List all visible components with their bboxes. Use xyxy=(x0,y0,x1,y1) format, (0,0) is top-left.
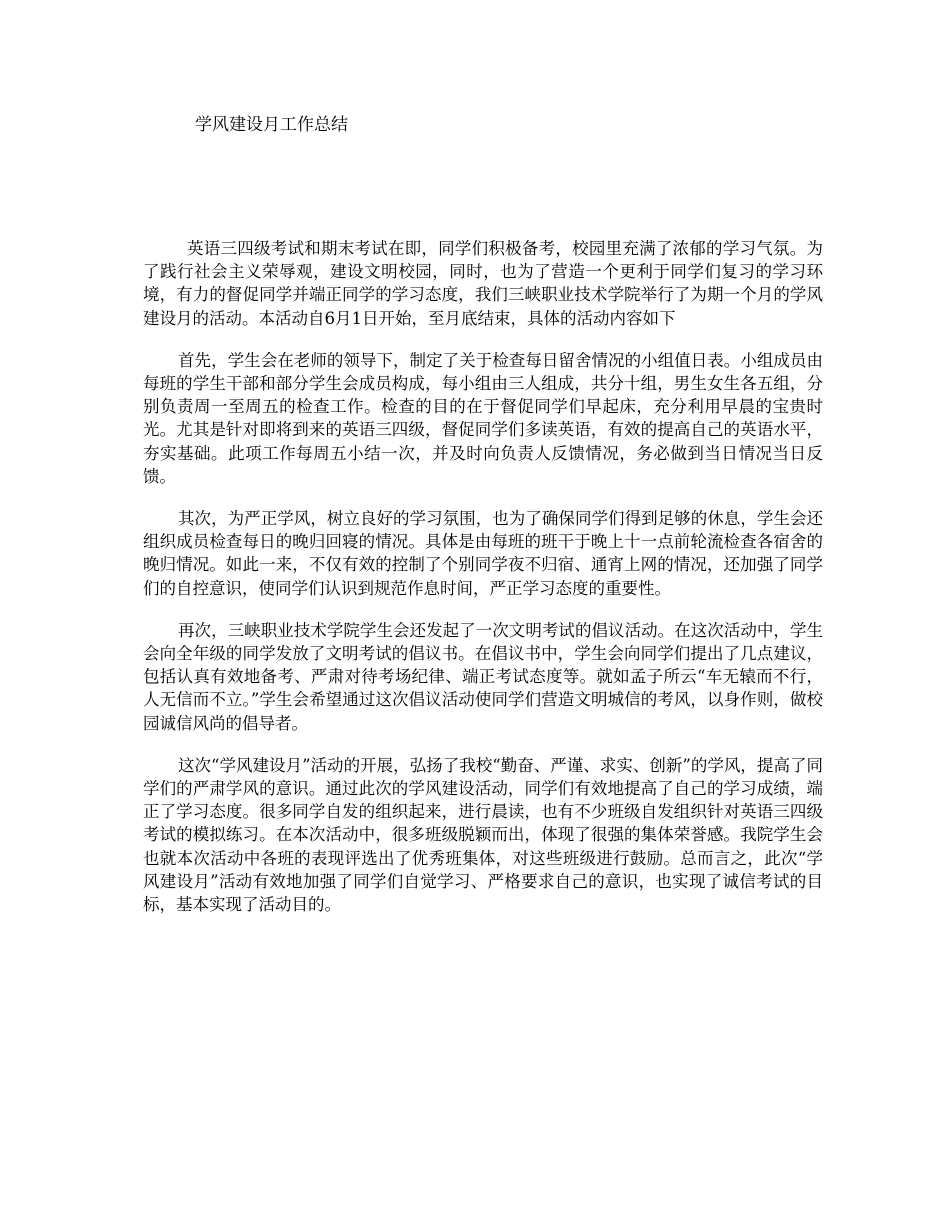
paragraph-second-measure: 其次，为严正学风，树立良好的学习氛围，也为了确保同学们得到足够的休息，学生会还组织成员检查每日的晚归回寝的情况。具体是由每班的班干于晚上十一点前轮流检查各宿舍的晚归情况。如此一来，不仅有效的控制了个别同学夜不归宿、通宵上网的情况，还加强了同学们的自控意识，使同学们认识到规范作息时间，严正学习态度的重要性。 xyxy=(143,509,823,598)
paragraph-third-measure: 再次，三峡职业技术学院学生会还发起了一次文明考试的倡议活动。在这次活动中，学生会向全年级的同学发放了文明考试的倡议书。在倡议书中，学生会向同学们提出了几点建议，包括认真有效地备考、严肃对待考场纪律、端正考试态度等。就如孟子所云“车无辕而不行，人无信而不立。”学生会希望通过这次倡议活动使同学们营造文明城信的考风，以身作则，做校园诚信风尚的倡导者。 xyxy=(143,620,823,733)
document-title: 学风建设月工作总结 xyxy=(195,115,348,135)
paragraph-conclusion: 这次“学风建设月”活动的开展，弘扬了我校“勤奋、严谨、求实、创新”的学风，提高了同学们的严肃学风的意识。通过此次的学风建设活动，同学们有效地提高了自己的学习成绩，端正了学习态度。很多同学自发的组织起来，进行晨读，也有不少班级自发组织针对英语三四级考试的模拟练习。在本次活动中，很多班级脱颖而出，体现了很强的集体荣誉感。我院学生会也就本次活动中各班的表现评选出了优秀班集体，对这些班级进行鼓励。总而言之，此次“学风建设月”活动有效地加强了同学们自觉学习、严格要求自己的意识，也实现了诚信考试的目标，基本实现了活动目的。 xyxy=(143,755,823,915)
document-body xyxy=(143,237,823,935)
paragraph-first-measure: 首先，学生会在老师的领导下，制定了关于检查每日留舍情况的小组值日表。小组成员由每班的学生干部和部分学生会成员构成，每小组由三人组成，共分十组，男生女生各五组，分别负责周一至周五的检查工作。检查的目的在于督促同学们早起床，充分利用早晨的宝贵时光。尤其是针对即将到来的英语三四级，督促同学们多读英语，有效的提高自己的英语水平，夯实基础。此项工作每周五小结一次，并及时向负责人反馈情况，务必做到当日情况当日反馈。 xyxy=(143,350,823,486)
paragraph-intro: 英语三四级考试和期末考试在即，同学们积极备考，校园里充满了浓郁的学习气氛。为了践行社会主义荣辱观，建设文明校园，同时，也为了营造一个更利于同学们复习的学习环境，有力的督促同学并端正同学的学习态度，我们三峡职业技术学院举行了为期一个月的学风建设月的活动。本活动自6月1日开始，至月底结束，具体的活动内容如下 xyxy=(143,239,823,328)
